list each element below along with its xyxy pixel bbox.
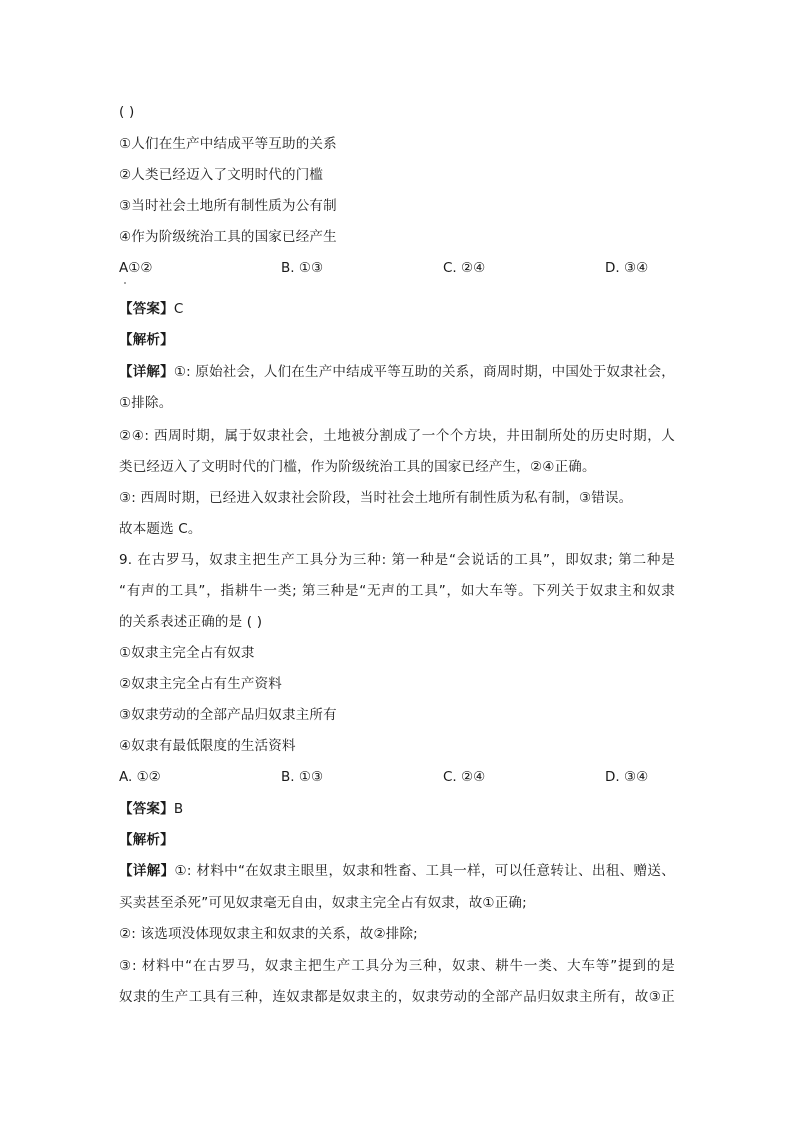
q9-detail-line-4: ③: 材料中“在古罗马，奴隶主把生产工具分为三种，奴隶、耕牛一类、大车等”提到的是 — [119, 958, 675, 974]
q8-detail-label: 【详解】 — [119, 364, 174, 380]
q9-answer-label: 【答案】 — [119, 801, 174, 817]
q9-detail-line-3: ②: 该选项没体现奴隶主和奴隶的关系，故②排除; — [119, 926, 418, 942]
q9-answer — [119, 800, 183, 818]
q9-detail-text-1: ①: 材料中“在奴隶主眼里，奴隶和牲畜、工具一样，可以任意转让、出租、赠送、 — [174, 863, 675, 879]
q8-item-1: ①人们在生产中结成平等互助的关系 — [119, 136, 337, 152]
q9-detail-line-2: 买卖甚至杀死”可见奴隶毫无自由，奴隶主完全占有奴隶，故①正确; — [119, 895, 527, 911]
q8-detail-line-6: 故本题选 C。 — [119, 521, 202, 537]
q8-option-c: C. ②④ — [443, 260, 486, 276]
q9-detail-label: 【详解】 — [119, 863, 175, 879]
q8-options — [119, 259, 679, 277]
q9-option-b: B. ①③ — [281, 769, 324, 785]
q9-option-a: A. ①② — [119, 769, 161, 785]
q9-item-3: ③奴隶劳动的全部产品归奴隶主所有 — [119, 707, 337, 723]
q9-stem-line-2: “有声的工具”，指耕牛一类; 第三种是“无声的工具”，如大车等。下列关于奴隶主和奴隶 — [119, 583, 675, 599]
q9-options — [119, 768, 679, 786]
q9-stem-line-1: 9. 在古罗马，奴隶主把生产工具分为三种: 第一种是“会说话的工具”，即奴隶; 第二种是 — [119, 552, 675, 568]
q8-detail-line-5: ③: 西周时期，已经进入奴隶社会阶段，当时社会土地所有制性质为私有制，③错误。 — [119, 490, 633, 506]
q8-answer-label: 【答案】 — [119, 301, 174, 317]
q8-option-d: D. ③④ — [605, 260, 649, 276]
q9-option-c: C. ②④ — [443, 769, 486, 785]
q8-detail-line-3: ②④: 西周时期，属于奴隶社会，土地被分割成了一个个方块，井田制所处的历史时期，人 — [119, 428, 675, 444]
q8-option-b: B. ①③ — [281, 260, 324, 276]
q9-detail-line-5: 奴隶的生产工具有三种，连奴隶都是奴隶主的，奴隶劳动的全部产品归奴隶主所有，故③正 — [119, 989, 675, 1005]
q8-answer — [119, 300, 183, 318]
q8-item-4: ④作为阶级统治工具的国家已经产生 — [119, 229, 337, 245]
q8-analysis-label: 【解析】 — [119, 332, 174, 348]
q9-item-4: ④奴隶有最低限度的生活资料 — [119, 738, 296, 754]
q9-analysis-label: 【解析】 — [119, 832, 174, 848]
q9-detail-line-1 — [119, 862, 675, 880]
q8-option-a: A①② — [119, 260, 153, 276]
q9-option-d: D. ③④ — [605, 769, 649, 785]
q8-paren: ( ) — [119, 104, 135, 120]
q8-item-2: ②人类已经迈入了文明时代的门槛 — [119, 167, 324, 183]
q8-detail-line-1 — [119, 363, 675, 381]
stray-dot — [124, 282, 126, 284]
q8-answer-value: C — [173, 301, 184, 317]
q9-stem-line-3: 的关系表述正确的是 ( ) — [119, 614, 263, 630]
q8-item-3: ③当时社会土地所有制性质为公有制 — [119, 198, 337, 214]
q9-item-2: ②奴隶主完全占有生产资料 — [119, 676, 283, 692]
q8-detail-line-2: ①排除。 — [119, 395, 173, 411]
q9-answer-value: B — [173, 801, 184, 817]
q8-detail-line-4: 类已经迈入了文明时代的门槛，作为阶级统治工具的国家已经产生，②④正确。 — [119, 459, 596, 475]
q9-item-1: ①奴隶主完全占有奴隶 — [119, 645, 255, 661]
q8-detail-text-1: ①: 原始社会，人们在生产中结成平等互助的关系，商周时期，中国处于奴隶社会， — [173, 364, 675, 380]
